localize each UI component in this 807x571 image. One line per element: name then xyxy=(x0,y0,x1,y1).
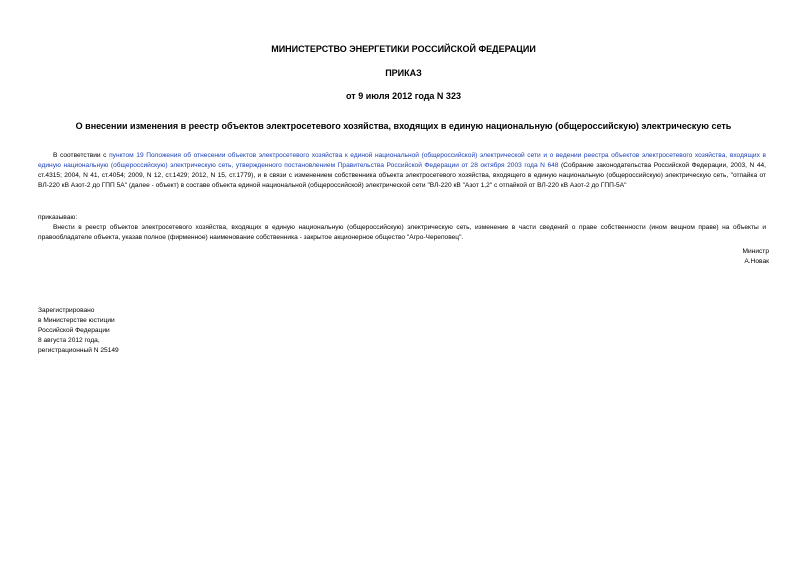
preamble-lead: В соответствии с xyxy=(53,152,110,159)
regulation-link[interactable]: пунктом 19 Положения об отнесении объектов электросетевого хозяйства к единой национальной (общероссийской) электрической сети и о ведении реестра объектов электросетевого хозяйства, входящих в единую национальную (общероссийскую) электрическую сеть, утвержденного постановлением Правительства Российской Федерации от 28 октября 2003 года N 648 xyxy=(38,152,766,169)
signature-name: А.Новак xyxy=(744,258,769,265)
registration-line: регистрационный N 25149 xyxy=(38,347,119,354)
registration-line: 8 августа 2012 года, xyxy=(38,337,100,344)
date-number-heading: от 9 июля 2012 года N 323 xyxy=(346,91,461,101)
registration-line: Зарегистрировано xyxy=(38,307,95,314)
signature-block xyxy=(743,247,770,267)
registration-line: в Министерстве юстиции xyxy=(38,317,115,324)
signature-position: Министр xyxy=(742,248,769,255)
doc-type-heading: ПРИКАЗ xyxy=(385,68,422,78)
document-title: О внесении изменения в реестр объектов электросетевого хозяйства, входящих в единую национальную (общероссийскую) электрическую сеть xyxy=(75,121,732,131)
registration-line: Российской Федерации xyxy=(38,327,110,334)
registration-block xyxy=(38,306,119,356)
order-paragraph: Внести в реестр объектов электросетевого хозяйства, входящих в единую национальную (общероссийскую) электрическую сеть, изменение в части сведений о праве собственности (ином вещном праве) на объекты и правообладателе объекта, указав полное (фирменное) наименование собственника - закрытое акционерное общество "Агро-Череповец". xyxy=(38,224,766,241)
order-word: приказываю: xyxy=(38,214,78,221)
preamble-paragraph xyxy=(38,151,766,191)
preamble-tail: (Собрание законодательства Российской Федерации, 2003, N 44, ст.4315; 2004, N 41, ст.4054; 2009, N 12, ст.1429; 2012, N 15, ст.1779), и в связи с изменением собственника объекта электросетевого хозяйства, входящего в единую национальную (общероссийскую) электрическую сеть, "отпайка от ВЛ-220 кВ Азот-2 до ГПП 5А" (далее - объект) в составе объекта единой национальной (общероссийской) электрической сети "ВЛ-220 кВ "Азот 1,2" с отпайкой от ВЛ-220 кВ Азот-2 до ГПП-5А" xyxy=(38,162,766,189)
ministry-heading: МИНИСТЕРСТВО ЭНЕРГЕТИКИ РОССИЙСКОЙ ФЕДЕРАЦИИ xyxy=(271,44,536,54)
